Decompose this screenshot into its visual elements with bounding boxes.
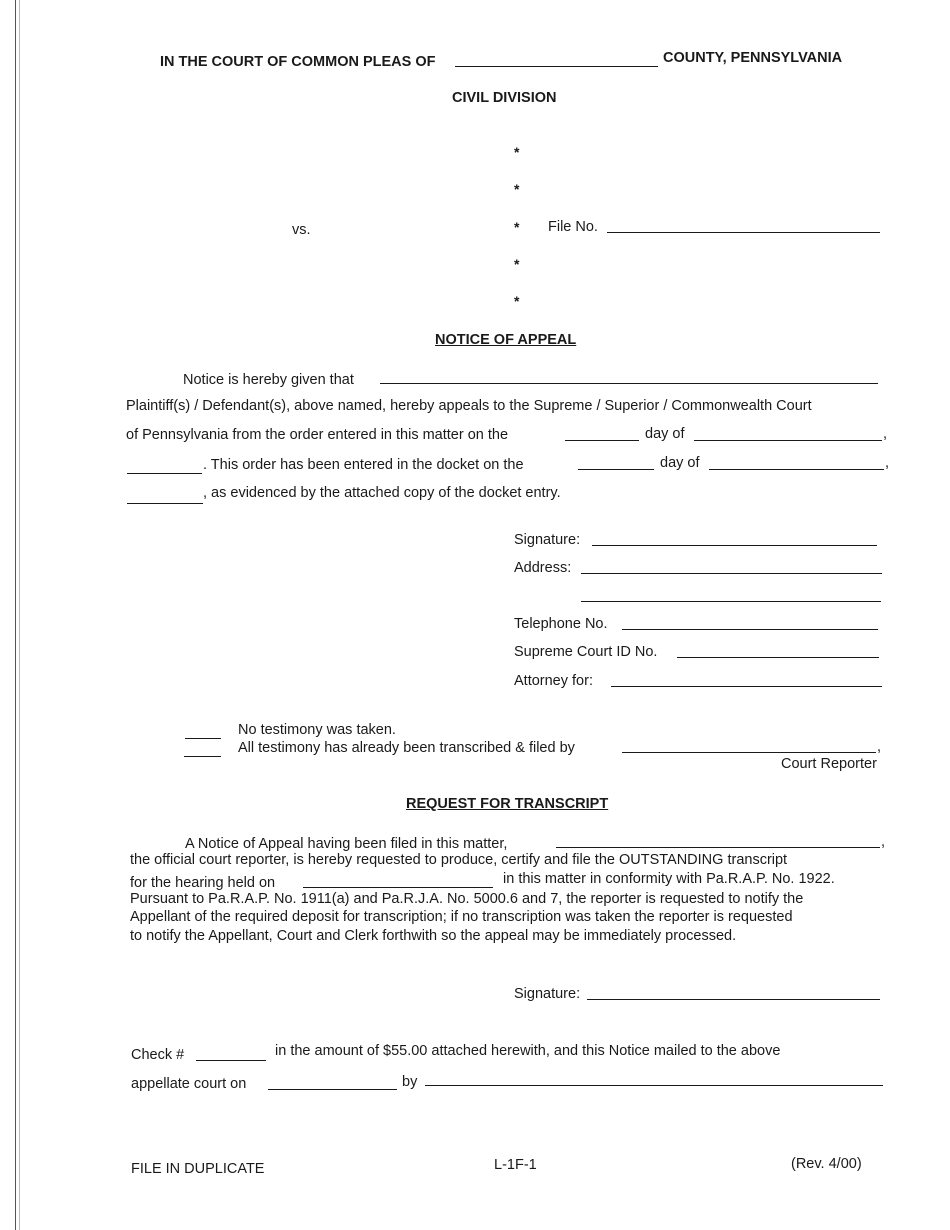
caption-star: * xyxy=(514,219,520,235)
transcript-line-6: to notify the Appellant, Court and Clerk forthwith so the appeal may be immediately processed. xyxy=(130,928,737,944)
attorney-for-field[interactable] xyxy=(611,686,882,687)
caption-star: * xyxy=(514,256,520,272)
comma: , xyxy=(883,426,888,442)
no-testimony-label: No testimony was taken. xyxy=(238,722,396,738)
address-field-1[interactable] xyxy=(581,573,882,574)
file-no-field[interactable] xyxy=(607,232,880,233)
docket-day-field[interactable] xyxy=(578,469,654,470)
docket-month-field[interactable] xyxy=(709,469,884,470)
court-suffix: COUNTY, PENNSYLVANIA xyxy=(663,50,843,66)
mailed-date-field[interactable] xyxy=(268,1089,397,1090)
all-testimony-label: All testimony has already been transcribed & filed by xyxy=(238,740,575,756)
comma: , xyxy=(885,455,890,471)
appellant-name-field[interactable] xyxy=(380,383,878,384)
transcript-signature-field[interactable] xyxy=(587,999,880,1000)
footer-form-code: L-1F-1 xyxy=(494,1157,537,1173)
hearing-date-field[interactable] xyxy=(303,887,493,888)
notice-title: NOTICE OF APPEAL xyxy=(435,332,577,348)
order-month-field[interactable] xyxy=(694,440,882,441)
footer-revision: (Rev. 4/00) xyxy=(791,1156,862,1172)
notice-line-3b: day of xyxy=(645,426,685,442)
order-year-field[interactable] xyxy=(127,473,202,474)
versus-label: vs. xyxy=(292,222,311,238)
mailed-label: appellate court on xyxy=(131,1076,247,1092)
caption-star: * xyxy=(514,181,520,197)
court-reporter-label: Court Reporter xyxy=(781,756,877,772)
footer-left: FILE IN DUPLICATE xyxy=(131,1161,265,1177)
transcript-line-3a: for the hearing held on xyxy=(130,875,276,891)
check-number-field[interactable] xyxy=(196,1060,266,1061)
transcript-line-3b: in this matter in conformity with Pa.R.A.P. No. 1922. xyxy=(503,871,835,887)
telephone-label: Telephone No. xyxy=(514,616,608,632)
file-no-label: File No. xyxy=(548,219,598,235)
notice-line-3a: of Pennsylvania from the order entered in this matter on the xyxy=(126,427,509,443)
transcript-line-2: the official court reporter, is hereby requested to produce, certify and file the OUTSTANDING transcript xyxy=(130,852,788,868)
notice-line-1: Notice is hereby given that xyxy=(183,372,354,388)
address-field-2[interactable] xyxy=(581,601,881,602)
all-testimony-checkbox[interactable] xyxy=(184,756,221,757)
order-day-field[interactable] xyxy=(565,440,639,441)
court-prefix: IN THE COURT OF COMMON PLEAS OF xyxy=(160,54,436,70)
transcript-line-1: A Notice of Appeal having been filed in this matter, xyxy=(185,836,508,852)
by-label: by xyxy=(402,1074,418,1090)
comma: , xyxy=(877,739,882,755)
transcript-line-5: Appellant of the required deposit for transcription; if no transcription was taken the reporter is requested xyxy=(130,909,793,925)
address-label: Address: xyxy=(514,560,572,576)
county-field[interactable] xyxy=(455,66,658,67)
notice-line-4a: . This order has been entered in the docket on the xyxy=(203,457,524,473)
caption-star: * xyxy=(514,144,520,160)
notice-line-4b: day of xyxy=(660,455,700,471)
attorney-for-label: Attorney for: xyxy=(514,673,593,689)
telephone-field[interactable] xyxy=(622,629,878,630)
transcript-line-4: Pursuant to Pa.R.A.P. No. 1911(a) and Pa.R.J.A. No. 5000.6 and 7, the reporter is requested to notify the xyxy=(130,891,804,907)
transcript-signature-label: Signature: xyxy=(514,986,581,1002)
notice-line-2: Plaintiff(s) / Defendant(s), above named, hereby appeals to the Supreme / Superior / Commonwealth Court xyxy=(126,398,812,414)
notice-line-5: , as evidenced by the attached copy of the docket entry. xyxy=(203,485,561,501)
amount-text: in the amount of $55.00 attached herewith, and this Notice mailed to the above xyxy=(275,1043,781,1059)
signature-label: Signature: xyxy=(514,532,581,548)
division-heading: CIVIL DIVISION xyxy=(452,90,557,106)
scan-edge-shadow xyxy=(19,0,20,1230)
transcript-title: REQUEST FOR TRANSCRIPT xyxy=(406,796,609,812)
no-testimony-checkbox[interactable] xyxy=(185,738,221,739)
check-label: Check # xyxy=(131,1047,185,1063)
comma: , xyxy=(881,834,886,850)
caption-star: * xyxy=(514,293,520,309)
court-reporter-field[interactable] xyxy=(622,752,876,753)
supreme-court-id-field[interactable] xyxy=(677,657,879,658)
scan-edge-line xyxy=(15,0,16,1230)
signature-field[interactable] xyxy=(592,545,877,546)
mailed-by-field[interactable] xyxy=(425,1085,883,1086)
transcript-matter-field[interactable] xyxy=(556,847,880,848)
docket-year-field[interactable] xyxy=(127,503,203,504)
supreme-court-id-label: Supreme Court ID No. xyxy=(514,644,658,660)
